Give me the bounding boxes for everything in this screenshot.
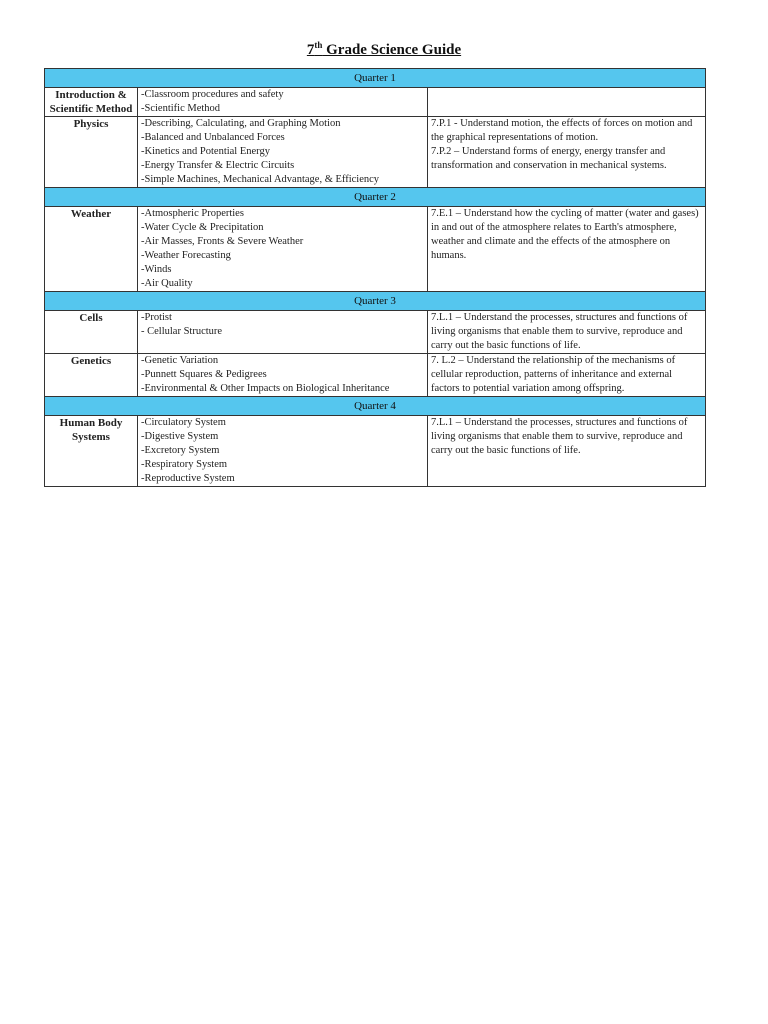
topic-cell: Human Body Systems bbox=[45, 416, 138, 487]
unit-item: -Simple Machines, Mechanical Advantage, & Efficiency bbox=[141, 174, 380, 185]
standards-cell bbox=[428, 207, 706, 292]
standards-cell bbox=[428, 354, 706, 397]
unit-item: -Winds bbox=[141, 264, 172, 275]
units-cell bbox=[138, 354, 428, 397]
standards-cell bbox=[428, 416, 706, 487]
topic-cell: Genetics bbox=[45, 354, 138, 397]
standard-item: 7.L.1 – Understand the processes, structures and functions of living organisms that enable them to survive, reproduce and carry out the basic functions of life. bbox=[431, 417, 688, 456]
unit-item: -Excretory System bbox=[141, 445, 220, 456]
topic-cell: Introduction & Scientific Method bbox=[45, 88, 138, 117]
science-guide-table bbox=[44, 68, 706, 487]
standards-cell bbox=[428, 311, 706, 354]
unit-item: -Digestive System bbox=[141, 431, 219, 442]
table-row bbox=[45, 207, 706, 292]
standard-item: 7. L.2 – Understand the relationship of the mechanisms of cellular reproduction, patterns of inheritance and external factors to potential variation among offspring. bbox=[431, 355, 676, 394]
title-superscript: th bbox=[314, 40, 323, 50]
standards-cell bbox=[428, 117, 706, 188]
table-row bbox=[45, 88, 706, 117]
unit-item: -Balanced and Unbalanced Forces bbox=[141, 132, 285, 143]
unit-item: -Circulatory System bbox=[141, 417, 226, 428]
quarter-header-row bbox=[45, 292, 706, 311]
standard-item: 7.E.1 – Understand how the cycling of matter (water and gases) in and out of the atmosphere relates to Earth's atmosphere, weather and climate and the effects of the atmosphere on humans. bbox=[431, 208, 699, 261]
table-row bbox=[45, 311, 706, 354]
quarter-header-row bbox=[45, 69, 706, 88]
quarter-label: Quarter 1 bbox=[45, 69, 706, 88]
unit-item: -Describing, Calculating, and Graphing Motion bbox=[141, 118, 341, 129]
unit-item: -Weather Forecasting bbox=[141, 250, 231, 261]
unit-item: -Air Quality bbox=[141, 278, 193, 289]
standard-item: 7.P.1 - Understand motion, the effects of forces on motion and the graphical representations of motion. bbox=[431, 118, 693, 143]
unit-item: -Kinetics and Potential Energy bbox=[141, 146, 270, 157]
quarter-header-row bbox=[45, 397, 706, 416]
standard-item: 7.P.2 – Understand forms of energy, energy transfer and transformation and conservation in mechanical systems. bbox=[431, 146, 667, 171]
table-row bbox=[45, 416, 706, 487]
unit-item: -Environmental & Other Impacts on Biological Inheritance bbox=[141, 383, 390, 394]
table-body bbox=[45, 69, 706, 487]
unit-item: -Respiratory System bbox=[141, 459, 228, 470]
unit-item: -Reproductive System bbox=[141, 473, 235, 484]
topic-cell: Weather bbox=[45, 207, 138, 292]
unit-item: -Scientific Method bbox=[141, 103, 221, 114]
title-number: 7 bbox=[306, 42, 315, 58]
topic-cell: Physics bbox=[45, 117, 138, 188]
units-cell bbox=[138, 416, 428, 487]
unit-item: -Energy Transfer & Electric Circuits bbox=[141, 160, 295, 171]
unit-item: -Atmospheric Properties bbox=[141, 208, 244, 219]
quarter-label: Quarter 3 bbox=[45, 292, 706, 311]
unit-item: -Protist bbox=[141, 312, 172, 323]
standard-item: 7.L.1 – Understand the processes, structures and functions of living organisms that enable them to survive, reproduce and carry out the basic functions of life. bbox=[431, 312, 688, 351]
unit-item: -Genetic Variation bbox=[141, 355, 219, 366]
unit-item: -Air Masses, Fronts & Severe Weather bbox=[141, 236, 304, 247]
table-row bbox=[45, 117, 706, 188]
units-cell bbox=[138, 117, 428, 188]
units-cell bbox=[138, 88, 428, 117]
units-cell bbox=[138, 311, 428, 354]
topic-cell: Cells bbox=[45, 311, 138, 354]
standards-cell bbox=[428, 88, 706, 117]
title-text: Grade Science Guide bbox=[322, 42, 462, 58]
unit-item: -Classroom procedures and safety bbox=[141, 89, 284, 100]
unit-item: - Cellular Structure bbox=[141, 326, 223, 337]
quarter-label: Quarter 4 bbox=[45, 397, 706, 416]
page-title bbox=[0, 40, 768, 59]
quarter-label: Quarter 2 bbox=[45, 188, 706, 207]
units-cell bbox=[138, 207, 428, 292]
unit-item: -Water Cycle & Precipitation bbox=[141, 222, 264, 233]
quarter-header-row bbox=[45, 188, 706, 207]
table-row bbox=[45, 354, 706, 397]
unit-item: -Punnett Squares & Pedigrees bbox=[141, 369, 267, 380]
